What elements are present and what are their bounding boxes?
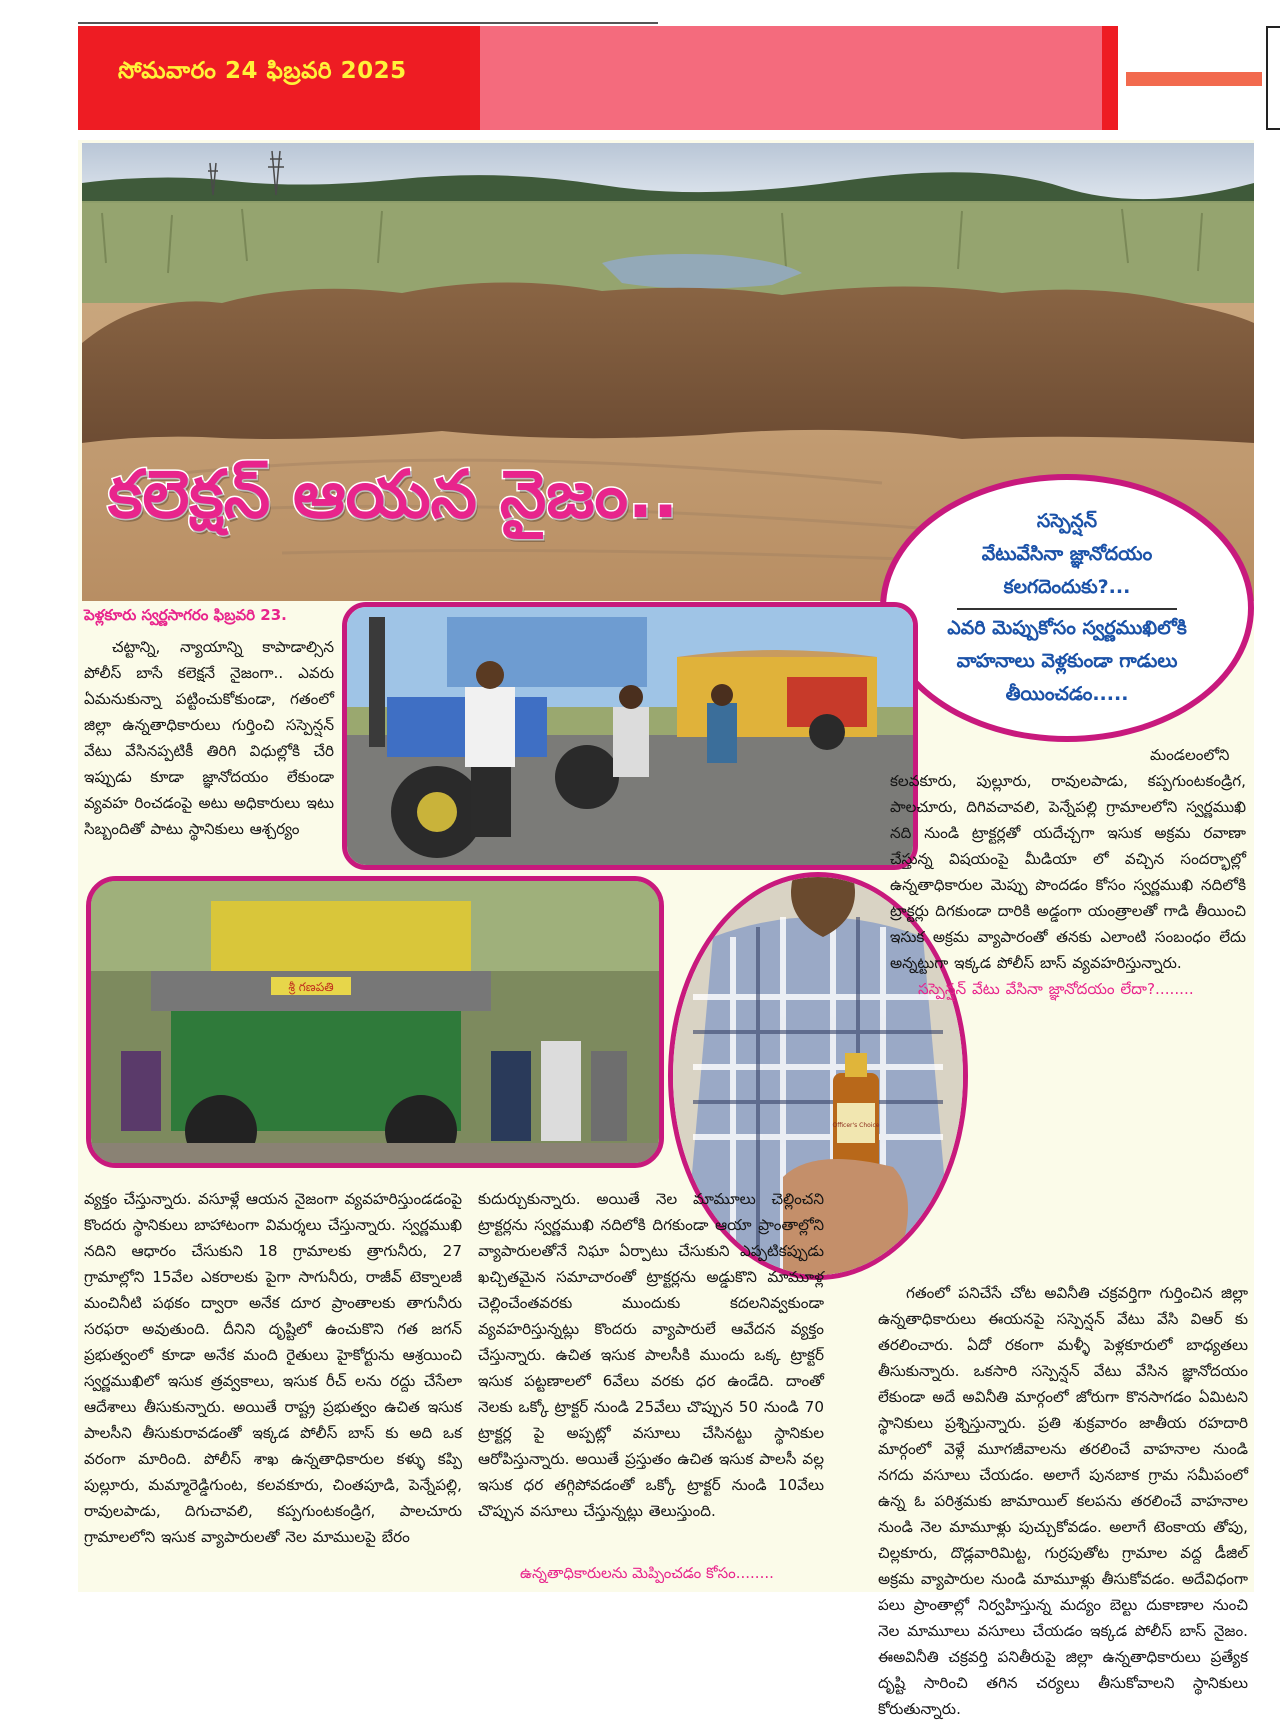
callout-oval bbox=[880, 474, 1254, 742]
subheading-suspension: సస్పెన్షన్ వేటు వేసినా జ్ఞానోదయం లేదా?........ bbox=[918, 980, 1194, 998]
bottle-label: Officer's Choice bbox=[832, 1122, 880, 1129]
header-pink-block bbox=[480, 26, 1102, 130]
top-rule bbox=[78, 22, 658, 24]
callout-line: సస్పెన్షన్ bbox=[1036, 510, 1098, 532]
article-col3-top bbox=[890, 742, 1246, 1002]
subheading-officials: ఉన్నతాధికారులను మెప్పించడం కోసం........ bbox=[520, 1564, 774, 1582]
callout-line: తీయించడం..... bbox=[1005, 683, 1129, 705]
paragraph: గతంలో పనిచేసే చోట అవినీతి చక్రవర్తిగా గుర్తించిన జిల్లా ఉన్నతాధికారులు ఈయనపై సస్పెన్షన్ వేటు వేసి విఆర్ కు తరలించారు. ఏదో రకంగా మళ్ళీ పెళ్లకూరులో బాధ్యతలు తీసుకున్నారు. ఒకసారి సస్పెన్షన్ వేటు వేసిన జ్ఞానోదయం లేకుండా అదే అవినీతి మార్గంలో జోరుగా కొనసాగడం ఏమిటని స్థానికులు ప్రశ్నిస్తున్నారు. ప్రతి శుక్రవారం జాతీయ రహదారి మార్గంలో వెళ్లే మూగజీవాలను తరలించే వాహనాల నుండి నగదు వసూలు చేయడం. అలాగే పునబాక గ్రామ సమీపంలో ఉన్న ఓ పరిశ్రమకు జామాయిల్ కలపను తరలించే వాహనాల నుండి నెల మామూళ్లు పుచ్చుకోవడం. అలాగే టెంకాయ తోపు, చిల్లకూరు, దొడ్లవారిమిట్ట, గుర్రపుతోట గ్రామాల వద్ద డీజిల్ అక్రమ వ్యాపారుల నుండి మామూళ్లు తీసుకోవడం. అదేవిధంగా పలు ప్రాంతాల్లో నిర్వహిస్తున్న మద్యం బెల్టు దుకాణాల నుంచి నెల మామూలు వసూలు చేయడం ఇక్కడ పోలీస్ బాస్ నైజం. ఈఅవినీతి చక్రవర్తి పనితీరుపై జిల్లా ఉన్నతాధికారులు ప్రత్యేక దృష్టి సారించి తగిన చర్యలు తీసుకోవాలని స్థానికులు కోరుతున్నారు. bbox=[878, 1284, 1248, 1718]
paragraph: వ్యక్తం చేస్తున్నారు. వసూళ్లే ఆయన నైజంగా వ్యవహరిస్తుండడంపై కొందరు స్థానికులు బాహాటంగా విమర్శలు చేస్తున్నారు. స్వర్ణముఖి నదిని ఆధారం చేసుకుని 18 గ్రామాలకు త్రాగునీరు, 27 గ్రామాల్లోని 15వేల ఎకరాలకు పైగా సాగునీరు, రాజీవ్ టెక్నాలజీ మంచినీటి పథకం ద్వారా అనేక దూర ప్రాంతాలకు తాగునీరు సరఫరా అవుతుంది. దీనిని దృష్టిలో ఉంచుకొని గత జగన్ ప్రభుత్వంలో కూడా అనేక మంది రైతులు హైకోర్టును ఆశ్రయించి స్వర్ణముఖిలో ఇసుక త్రవ్వకాలు, ఇసుక రీచ్ లను రద్దు చేసేలా ఆదేశాలు తీసుకున్నారు. అయితే రాష్ట్ర ప్రభుత్వం ఉచిత ఇసుక పాలసీని తీసుకురావడంతో ఇక్కడ పోలీస్ బాస్ కు అది ఒక వరంగా మారింది. పోలీస్ శాఖ ఉన్నతాధికారుల కళ్ళు కప్పి పుల్లూరు, మమ్మారెడ్డిగుంట, కలవకూరు, చింతపూడి, పెన్నేపల్లి, రావులపాడు, దిగుచావలి, కప్పగుంటకండ్రిగ, పాలచూరు గ్రామాలలోని ఇసుక వ్యాపారులతో నెల మాములపై బేరం bbox=[84, 1190, 462, 1546]
article-col1-top bbox=[84, 634, 334, 842]
tractor-plate-label: శ్రీ గణపతి bbox=[288, 980, 334, 994]
article-col-bottom-left bbox=[84, 1186, 462, 1550]
paragraph: కుదుర్చుకున్నారు. అయితే నెల మామూలు చెల్లించని ట్రాక్టర్లను స్వర్ణముఖి నదిలోకి దిగకుండా ఆయా ప్రాంతాల్లోని వ్యాపారులతోనే నిఘా ఏర్పాటు చేసుకుని ఎప్పటికప్పుడు ఖచ్చితమైన సమాచారంతో ట్రాక్టర్లను అడ్డుకొని మామూళ్ల చెల్లించేంతవరకు ముందుకు కదలనివ్వకుండా వ్యవహరిస్తున్నట్లు కొందరు వ్యాపారులే ఆవేదన వ్యక్తం చేస్తున్నారు. ఉచిత ఇసుక పాలసీకి ముందు ఒక్క ట్రాక్టర్ ఇసుక పట్టణాలలో 6వేలు వరకు ధర ఉండేది. దాంతో నెలకు ఒక్కో ట్రాక్టర్ నుండి 25వేలు చొప్పున 50 నుండి 70 ట్రాక్టర్ల పై అప్పట్లో వసూలు చేసినట్టు స్థానికుల ఆరోపిస్తున్నారు. అయితే ప్రస్తుతం ఉచిత ఇసుక పాలసీ వల్ల ఇసుక ధర తగ్గిపోవడంతో ఒక్కో ట్రాక్టర్ నుండి 10వేలు చొప్పున వసూలు చేస్తున్నట్లు తెలుస్తుంది. bbox=[478, 1190, 824, 1520]
callout-line: కలగదెందుకు?... bbox=[1003, 576, 1131, 598]
photo-tractors-road bbox=[342, 602, 918, 870]
paragraph: మండలంలోని కలవకూరు, పుల్లూరు, రావులపాడు, కప్పగుంటకండ్రిగ, పాలచూరు, దిగివచావలి, పెన్నేపల్లి గ్రామాలలోని స్వర్ణముఖి నది నుండి ట్రాక్టర్లతో యదేచ్చగా ఇసుక అక్రమ రవాణా చేస్తున్న విషయంపై మీడియా లో వచ్చిన సందర్భాల్లో ఉన్నతాధికారుల మెప్పు పొందడం కోసం స్వర్ణముఖి నదిలోకి ట్రాక్టర్లు దిగకుండా దారికి అడ్డంగా యంత్రాలతో గాడి తీయించి ఇసుక అక్రమ వ్యాపారంతో తనకు ఎలాంటి సంబంధం లేదు అన్నట్టుగా ఇక్కడ పోలీస్ బాస్ వ్యవహరిస్తున్నారు. bbox=[890, 746, 1246, 972]
dateline: పెళ్లకూరు స్వర్ణసాగరం ఫిబ్రవరి 23. bbox=[84, 606, 287, 624]
callout-divider bbox=[957, 608, 1177, 610]
article-col-bottom-middle bbox=[478, 1186, 824, 1524]
header-red-strip bbox=[1102, 26, 1118, 130]
photo-tractors-street bbox=[86, 876, 664, 1168]
paragraph: చట్టాన్ని, న్యాయాన్ని కాపాడాల్సిన పోలీస్ బాసే కలెక్షనే నైజంగా.. ఎవరు ఏమనుకున్నా పట్టించుకోకుండా, గతంలో జిల్లా ఉన్నతాధికారులు గుర్తించి సస్పెన్షన్ వేటు వేసినప్పటికీ తిరిగి విధుల్లోకి చేరి ఇప్పుడు కూడా జ్ఞానోదయం లేకుండా వ్యవహ రించడంపై అటు అధికారులు ఇటు సిబ్బందితో పాటు స్థానికులు ఆశ్చర్యం bbox=[84, 638, 334, 838]
issue-date: సోమవారం 24 ఫిబ్రవరి 2025 bbox=[118, 58, 407, 84]
headline: కలెక్షన్ ఆయన నైజం.. bbox=[108, 456, 679, 533]
next-page-edge bbox=[1266, 26, 1280, 130]
article-col-bottom-right bbox=[878, 1280, 1248, 1722]
callout-line: వేటువేసినా జ్ఞానోదయం bbox=[981, 543, 1153, 565]
header-accent-bar bbox=[1126, 72, 1262, 86]
callout-line: ఎవరి మెప్పుకోసం స్వర్ణముఖిలోకి bbox=[947, 617, 1187, 639]
callout-line: వాహనాలు వెళ్లకుండా గాడులు bbox=[956, 650, 1178, 672]
